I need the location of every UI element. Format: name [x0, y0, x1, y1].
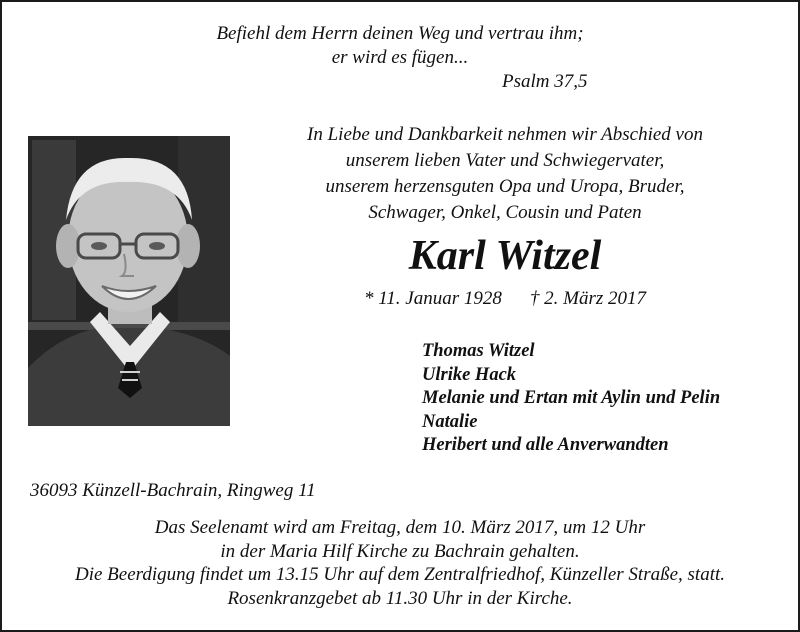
birth-date: * 11. Januar 1928: [363, 288, 502, 309]
death-date: † 2. März 2017: [529, 288, 647, 309]
farewell-line: In Liebe und Dankbarkeit nehmen wir Abschied von: [307, 124, 703, 145]
portrait-photo: [28, 136, 230, 426]
life-dates: [260, 288, 750, 310]
psalm-verse: [0, 22, 800, 92]
mourner-name: Ulrike Hack: [422, 364, 517, 385]
verse-reference: Psalm 37,5: [502, 71, 588, 92]
mourner-name: Heribert und alle Anverwandten: [422, 435, 669, 455]
deceased-name: Karl Witzel: [408, 233, 602, 279]
farewell-line: unserem herzensguten Opa und Uropa, Bruder,: [325, 176, 685, 197]
mourner-name: Melanie und Ertan mit Aylin und Pelin: [422, 388, 721, 408]
farewell-text: [260, 122, 750, 226]
farewell-line: Schwager, Onkel, Cousin und Paten: [368, 202, 642, 223]
service-line: Das Seelenamt wird am Freitag, dem 10. März 2017, um 12 Uhr: [154, 517, 646, 538]
verse-line-1: Befiehl dem Herrn deinen Weg und vertrau ihm;: [216, 23, 584, 44]
mourner-name: Thomas Witzel: [422, 341, 535, 361]
service-line: Die Beerdigung findet um 13.15 Uhr auf dem Zentralfriedhof, Künzeller Straße, statt.: [75, 564, 725, 585]
service-details: [0, 516, 800, 610]
mourner-name: Natalie: [422, 411, 478, 432]
farewell-line: unserem lieben Vater und Schwiegervater,: [345, 150, 665, 171]
verse-line-2: er wird es fügen...: [331, 47, 469, 68]
mourners-list: [422, 340, 720, 458]
service-line: Rosenkranzgebet ab 11.30 Uhr in der Kirche.: [227, 587, 573, 609]
service-line: in der Maria Hilf Kirche zu Bachrain gehalten.: [220, 540, 580, 562]
family-address: 36093 Künzell-Bachrain, Ringweg 11: [30, 480, 316, 501]
